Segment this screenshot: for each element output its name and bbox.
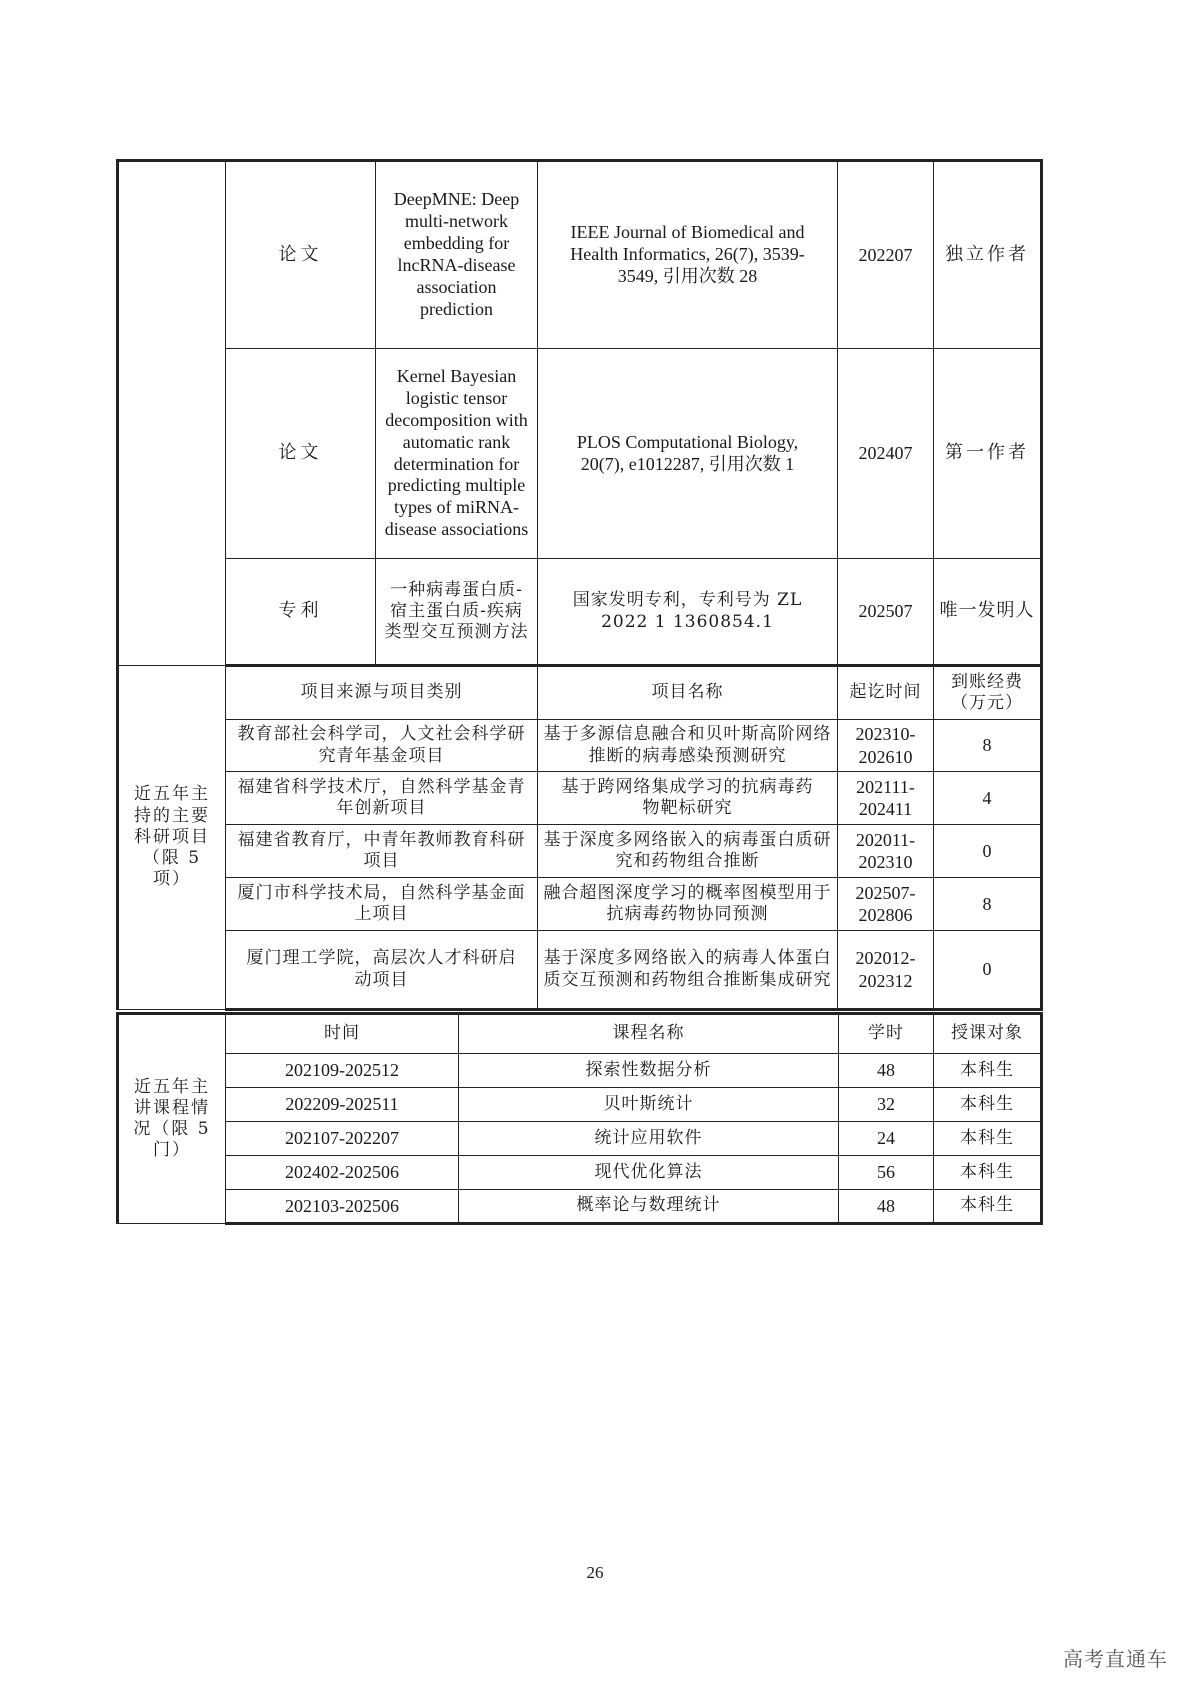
course-time: 202107-202207 xyxy=(226,1122,459,1156)
output-role: 第一作者 xyxy=(934,349,1042,559)
project-name: 基于多源信息融合和贝叶斯高阶网络推断的病毒感染预测研究 xyxy=(538,720,838,772)
course-row xyxy=(118,1156,1042,1190)
project-funding: 8 xyxy=(934,720,1042,772)
project-row xyxy=(118,878,1042,931)
project-row xyxy=(118,720,1042,772)
output-title: 一种病毒蛋白质-宿主蛋白质-疾病类型交互预测方法 xyxy=(376,559,538,666)
course-audience-header: 授课对象 xyxy=(934,1014,1042,1054)
output-venue: IEEE Journal of Biomedical and Health Informatics, 26(7), 3539-3549, 引用次数 28 xyxy=(538,161,838,349)
project-source: 福建省教育厅，中青年教师教育科研项目 xyxy=(226,825,538,878)
course-row xyxy=(118,1190,1042,1224)
course-time: 202209-202511 xyxy=(226,1088,459,1122)
course-row xyxy=(118,1088,1042,1122)
course-row xyxy=(118,1122,1042,1156)
course-audience: 本科生 xyxy=(934,1190,1042,1224)
courses-table xyxy=(116,1012,1043,1225)
output-role: 唯一发明人 xyxy=(934,559,1042,666)
project-name: 基于深度多网络嵌入的病毒蛋白质研究和药物组合推断 xyxy=(538,825,838,878)
course-time: 202402-202506 xyxy=(226,1156,459,1190)
project-period: 202012-202312 xyxy=(838,931,934,1010)
course-name: 贝叶斯统计 xyxy=(459,1088,839,1122)
project-period: 202507-202806 xyxy=(838,878,934,931)
project-name: 基于深度多网络嵌入的病毒人体蛋白质交互预测和药物组合推断集成研究 xyxy=(538,931,838,1010)
course-hours: 48 xyxy=(839,1054,934,1088)
watermark-text: 高考直通车 xyxy=(1063,1647,1168,1671)
course-name-header: 课程名称 xyxy=(459,1014,839,1054)
course-audience: 本科生 xyxy=(934,1122,1042,1156)
output-role: 独立作者 xyxy=(934,161,1042,349)
output-type: 论文 xyxy=(226,161,376,349)
project-source: 厦门理工学院，高层次人才科研启动项目 xyxy=(226,931,538,1010)
course-hours-header: 学时 xyxy=(839,1014,934,1054)
output-date: 202507 xyxy=(838,559,934,666)
course-name: 统计应用软件 xyxy=(459,1122,839,1156)
project-period: 202310-202610 xyxy=(838,720,934,772)
output-date: 202207 xyxy=(838,161,934,349)
project-name: 基于跨网络集成学习的抗病毒药物靶标研究 xyxy=(538,772,838,825)
course-row xyxy=(118,1054,1042,1088)
course-time: 202103-202506 xyxy=(226,1190,459,1224)
output-row xyxy=(118,161,1042,349)
output-date: 202407 xyxy=(838,349,934,559)
output-type: 论文 xyxy=(226,349,376,559)
project-funding: 8 xyxy=(934,878,1042,931)
project-name-header: 项目名称 xyxy=(538,666,838,720)
courses-section-label: 近五年主讲课程情况（限 5 门） xyxy=(118,1014,226,1224)
project-period: 202111-202411 xyxy=(838,772,934,825)
project-period-header: 起讫时间 xyxy=(838,666,934,720)
output-venue: 国家发明专利，专利号为 ZL 2022 1 1360854.1 xyxy=(538,559,838,666)
project-period: 202011-202310 xyxy=(838,825,934,878)
course-hours: 48 xyxy=(839,1190,934,1224)
project-source-header: 项目来源与项目类别 xyxy=(226,666,538,720)
project-name: 融合超图深度学习的概率图模型用于抗病毒药物协同预测 xyxy=(538,878,838,931)
output-title: DeepMNE: Deep multi-network embedding for lncRNA-disease association prediction xyxy=(376,161,538,349)
projects-section-label: 近五年主持的主要科研项目（限 5 项） xyxy=(118,666,226,1010)
output-section-label xyxy=(118,161,226,666)
course-hours: 24 xyxy=(839,1122,934,1156)
project-row xyxy=(118,931,1042,1010)
project-row xyxy=(118,825,1042,878)
output-row xyxy=(118,349,1042,559)
project-source: 教育部社会科学司，人文社会科学研究青年基金项目 xyxy=(226,720,538,772)
course-audience: 本科生 xyxy=(934,1156,1042,1190)
project-row xyxy=(118,772,1042,825)
course-header-row xyxy=(118,1014,1042,1054)
course-hours: 56 xyxy=(839,1156,934,1190)
course-hours: 32 xyxy=(839,1088,934,1122)
output-title: Kernel Bayesian logistic tensor decomposition with automatic rank determination for predicting multiple types of miRNA-disease associations xyxy=(376,349,538,559)
course-time-header: 时间 xyxy=(226,1014,459,1054)
research-table xyxy=(116,159,1043,1011)
project-funding: 0 xyxy=(934,825,1042,878)
project-header-row xyxy=(118,666,1042,720)
output-row xyxy=(118,559,1042,666)
course-audience: 本科生 xyxy=(934,1088,1042,1122)
project-funding: 4 xyxy=(934,772,1042,825)
project-source: 福建省科学技术厅，自然科学基金青年创新项目 xyxy=(226,772,538,825)
course-name: 现代优化算法 xyxy=(459,1156,839,1190)
project-funding: 0 xyxy=(934,931,1042,1010)
output-type: 专利 xyxy=(226,559,376,666)
project-source: 厦门市科学技术局，自然科学基金面上项目 xyxy=(226,878,538,931)
page-number: 26 xyxy=(586,1563,604,1582)
project-funding-header: 到账经费（万元） xyxy=(934,666,1042,720)
course-time: 202109-202512 xyxy=(226,1054,459,1088)
course-name: 探索性数据分析 xyxy=(459,1054,839,1088)
output-venue: PLOS Computational Biology, 20(7), e1012287, 引用次数 1 xyxy=(538,349,838,559)
course-name: 概率论与数理统计 xyxy=(459,1190,839,1224)
course-audience: 本科生 xyxy=(934,1054,1042,1088)
